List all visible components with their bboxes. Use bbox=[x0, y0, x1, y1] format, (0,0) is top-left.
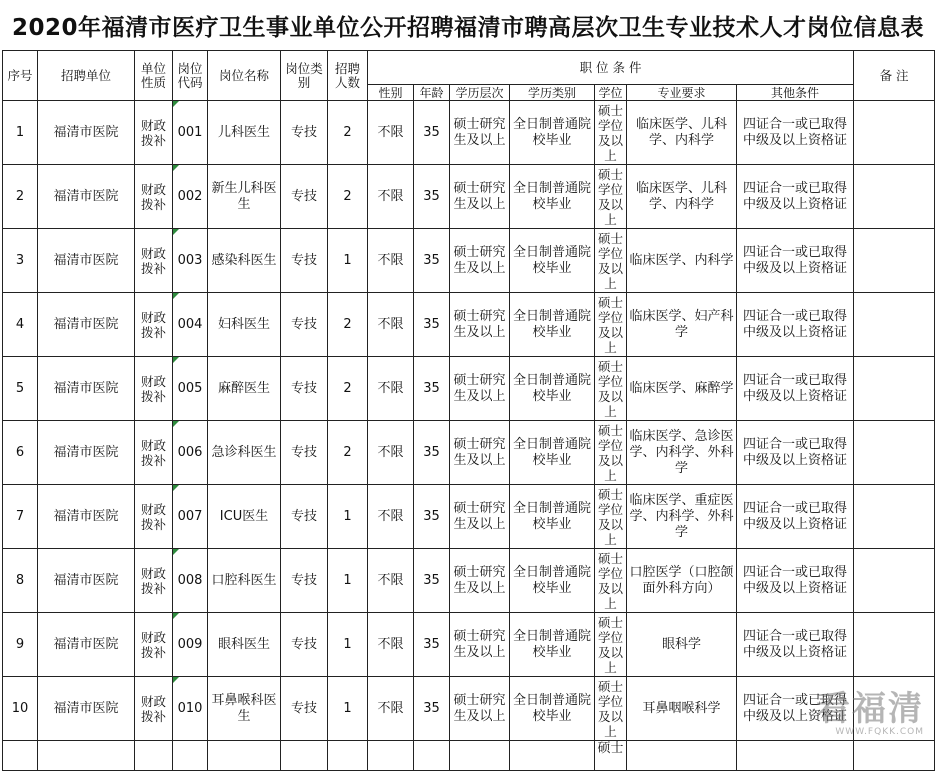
cell-age: 35 bbox=[414, 549, 450, 613]
cell-age: 35 bbox=[414, 357, 450, 421]
cell-major bbox=[627, 741, 737, 771]
cell-age: 35 bbox=[414, 293, 450, 357]
cell-degree: 硕士学位及以上 bbox=[595, 165, 627, 229]
cell-category: 专技 bbox=[281, 549, 328, 613]
cell-major: 临床医学、妇产科学 bbox=[627, 293, 737, 357]
header-age: 年龄 bbox=[414, 85, 450, 101]
cell-category: 专技 bbox=[281, 357, 328, 421]
cell-name: 急诊科医生 bbox=[208, 421, 281, 485]
cell-edu-type: 全日制普通院校毕业 bbox=[510, 421, 595, 485]
cell-nature: 财政拨补 bbox=[135, 421, 173, 485]
cell-age: 35 bbox=[414, 485, 450, 549]
table-row bbox=[3, 677, 935, 741]
cell-name: 麻醉医生 bbox=[208, 357, 281, 421]
cell-major: 临床医学、重症医学、内科学、外科学 bbox=[627, 485, 737, 549]
cell-remark bbox=[854, 293, 935, 357]
cell-gender: 不限 bbox=[368, 485, 414, 549]
header-unit: 招聘单位 bbox=[38, 51, 135, 101]
cell-remark bbox=[854, 613, 935, 677]
cell-gender: 不限 bbox=[368, 293, 414, 357]
cell-edu-level bbox=[450, 741, 510, 771]
cell-edu-level: 硕士研究生及以上 bbox=[450, 485, 510, 549]
cell-nature: 财政拨补 bbox=[135, 357, 173, 421]
cell-gender: 不限 bbox=[368, 229, 414, 293]
cell-name: 感染科医生 bbox=[208, 229, 281, 293]
cell-seq: 7 bbox=[3, 485, 38, 549]
cell-edu-type: 全日制普通院校毕业 bbox=[510, 101, 595, 165]
cell-code: 005 bbox=[173, 357, 208, 421]
cell-code bbox=[173, 741, 208, 771]
header-code: 岗位代码 bbox=[173, 51, 208, 101]
cell-degree: 硕士学位及以上 bbox=[595, 229, 627, 293]
cell-nature bbox=[135, 741, 173, 771]
cell-category: 专技 bbox=[281, 613, 328, 677]
cell-unit bbox=[38, 741, 135, 771]
cell-other: 四证合一或已取得中级及以上资格证 bbox=[737, 485, 854, 549]
cell-age bbox=[414, 741, 450, 771]
cell-degree: 硕士学位及以上 bbox=[595, 485, 627, 549]
page-title: 2020年福清市医疗卫生事业单位公开招聘福清市聘高层次卫生专业技术人才岗位信息表 bbox=[11, 14, 924, 41]
cell-unit: 福清市医院 bbox=[38, 165, 135, 229]
header-name: 岗位名称 bbox=[208, 51, 281, 101]
cell-edu-level: 硕士研究生及以上 bbox=[450, 101, 510, 165]
cell-age: 35 bbox=[414, 421, 450, 485]
header-edu-level: 学历层次 bbox=[450, 85, 510, 101]
cell-count: 1 bbox=[328, 549, 368, 613]
cell-category: 专技 bbox=[281, 229, 328, 293]
cell-count bbox=[328, 741, 368, 771]
cell-unit: 福清市医院 bbox=[38, 677, 135, 741]
positions-table bbox=[2, 50, 935, 771]
cell-name: 儿科医生 bbox=[208, 101, 281, 165]
watermark-logo: 看福清 WWW.FQKK.COM bbox=[816, 689, 924, 737]
cell-gender: 不限 bbox=[368, 613, 414, 677]
cell-nature: 财政拨补 bbox=[135, 677, 173, 741]
cell-count: 2 bbox=[328, 165, 368, 229]
cell-unit: 福清市医院 bbox=[38, 549, 135, 613]
cell-edu-type: 全日制普通院校毕业 bbox=[510, 485, 595, 549]
cell-name: 眼科医生 bbox=[208, 613, 281, 677]
cell-edu-level: 硕士研究生及以上 bbox=[450, 677, 510, 741]
cell-degree: 硕士学位及以上 bbox=[595, 677, 627, 741]
header-major: 专业要求 bbox=[627, 85, 737, 101]
header-other: 其他条件 bbox=[737, 85, 854, 101]
cell-other: 四证合一或已取得中级及以上资格证 bbox=[737, 229, 854, 293]
cell-edu-level: 硕士研究生及以上 bbox=[450, 165, 510, 229]
cell-nature: 财政拨补 bbox=[135, 549, 173, 613]
cell-degree: 硕士学位及以上 bbox=[595, 357, 627, 421]
cell-edu-type: 全日制普通院校毕业 bbox=[510, 293, 595, 357]
cell-unit: 福清市医院 bbox=[38, 101, 135, 165]
cell-edu-level: 硕士研究生及以上 bbox=[450, 421, 510, 485]
cell-count: 2 bbox=[328, 357, 368, 421]
cell-other: 四证合一或已取得中级及以上资格证 bbox=[737, 677, 854, 741]
cell-gender: 不限 bbox=[368, 421, 414, 485]
cell-seq: 6 bbox=[3, 421, 38, 485]
cell-age: 35 bbox=[414, 101, 450, 165]
cell-code: 009 bbox=[173, 613, 208, 677]
table-row bbox=[3, 357, 935, 421]
cell-edu-level: 硕士研究生及以上 bbox=[450, 293, 510, 357]
cell-code: 006 bbox=[173, 421, 208, 485]
cell-name bbox=[208, 741, 281, 771]
cell-age: 35 bbox=[414, 677, 450, 741]
cell-seq: 5 bbox=[3, 357, 38, 421]
cell-count: 1 bbox=[328, 677, 368, 741]
cell-remark bbox=[854, 549, 935, 613]
cell-seq: 1 bbox=[3, 101, 38, 165]
table-row bbox=[3, 293, 935, 357]
table-row bbox=[3, 165, 935, 229]
cell-remark bbox=[854, 165, 935, 229]
cell-name: 新生儿科医生 bbox=[208, 165, 281, 229]
cell-code: 007 bbox=[173, 485, 208, 549]
header-conditions: 职 位 条 件 bbox=[368, 51, 854, 85]
cell-remark bbox=[854, 677, 935, 741]
cell-degree: 硕士学位及以上 bbox=[595, 549, 627, 613]
cell-unit: 福清市医院 bbox=[38, 613, 135, 677]
cell-degree: 硕士学位及以上 bbox=[595, 293, 627, 357]
cell-major: 临床医学、急诊医学、内科学、外科学 bbox=[627, 421, 737, 485]
cell-seq bbox=[3, 741, 38, 771]
cell-nature: 财政拨补 bbox=[135, 165, 173, 229]
cell-degree: 硕士学位及以上 bbox=[595, 613, 627, 677]
cell-other: 四证合一或已取得中级及以上资格证 bbox=[737, 421, 854, 485]
cell-degree: 硕士 bbox=[595, 741, 627, 771]
header-nature: 单位性质 bbox=[135, 51, 173, 101]
table-row bbox=[3, 229, 935, 293]
cell-edu-level: 硕士研究生及以上 bbox=[450, 549, 510, 613]
table-row bbox=[3, 549, 935, 613]
cell-other: 四证合一或已取得中级及以上资格证 bbox=[737, 165, 854, 229]
cell-degree: 硕士学位及以上 bbox=[595, 101, 627, 165]
cell-major: 临床医学、儿科学、内科学 bbox=[627, 101, 737, 165]
cell-major: 临床医学、儿科学、内科学 bbox=[627, 165, 737, 229]
header-seq: 序号 bbox=[3, 51, 38, 101]
cell-code: 001 bbox=[173, 101, 208, 165]
cell-name: ICU医生 bbox=[208, 485, 281, 549]
cell-other bbox=[737, 741, 854, 771]
cell-major: 口腔医学（口腔颌面外科方向） bbox=[627, 549, 737, 613]
cell-edu-level: 硕士研究生及以上 bbox=[450, 357, 510, 421]
cell-name: 口腔科医生 bbox=[208, 549, 281, 613]
cell-seq: 10 bbox=[3, 677, 38, 741]
cell-edu-type: 全日制普通院校毕业 bbox=[510, 165, 595, 229]
header-gender: 性别 bbox=[368, 85, 414, 101]
table-row bbox=[3, 421, 935, 485]
table-row bbox=[3, 101, 935, 165]
header-count: 招聘人数 bbox=[328, 51, 368, 101]
cell-edu-type bbox=[510, 741, 595, 771]
cell-major: 耳鼻咽喉科学 bbox=[627, 677, 737, 741]
cell-unit: 福清市医院 bbox=[38, 357, 135, 421]
cell-seq: 9 bbox=[3, 613, 38, 677]
cell-count: 2 bbox=[328, 293, 368, 357]
cell-count: 2 bbox=[328, 101, 368, 165]
cell-category: 专技 bbox=[281, 165, 328, 229]
cell-gender: 不限 bbox=[368, 165, 414, 229]
cell-remark bbox=[854, 421, 935, 485]
cell-code: 008 bbox=[173, 549, 208, 613]
cell-remark bbox=[854, 357, 935, 421]
cell-remark bbox=[854, 101, 935, 165]
table-row bbox=[3, 485, 935, 549]
cell-seq: 4 bbox=[3, 293, 38, 357]
cell-remark bbox=[854, 229, 935, 293]
cell-other: 四证合一或已取得中级及以上资格证 bbox=[737, 101, 854, 165]
cell-major: 临床医学、麻醉学 bbox=[627, 357, 737, 421]
cell-code: 010 bbox=[173, 677, 208, 741]
table-row-partial bbox=[3, 741, 935, 771]
cell-seq: 2 bbox=[3, 165, 38, 229]
cell-name: 妇科医生 bbox=[208, 293, 281, 357]
cell-other: 四证合一或已取得中级及以上资格证 bbox=[737, 357, 854, 421]
cell-major: 临床医学、内科学 bbox=[627, 229, 737, 293]
cell-nature: 财政拨补 bbox=[135, 229, 173, 293]
cell-age: 35 bbox=[414, 229, 450, 293]
cell-code: 004 bbox=[173, 293, 208, 357]
cell-category bbox=[281, 741, 328, 771]
cell-unit: 福清市医院 bbox=[38, 485, 135, 549]
cell-edu-type: 全日制普通院校毕业 bbox=[510, 229, 595, 293]
cell-gender: 不限 bbox=[368, 101, 414, 165]
cell-gender: 不限 bbox=[368, 677, 414, 741]
cell-seq: 8 bbox=[3, 549, 38, 613]
header-remark: 备 注 bbox=[854, 51, 935, 101]
header-category: 岗位类别 bbox=[281, 51, 328, 101]
header-degree: 学位 bbox=[595, 85, 627, 101]
cell-other: 四证合一或已取得中级及以上资格证 bbox=[737, 613, 854, 677]
cell-category: 专技 bbox=[281, 485, 328, 549]
cell-remark bbox=[854, 485, 935, 549]
cell-code: 003 bbox=[173, 229, 208, 293]
cell-gender bbox=[368, 741, 414, 771]
cell-unit: 福清市医院 bbox=[38, 229, 135, 293]
cell-category: 专技 bbox=[281, 677, 328, 741]
cell-category: 专技 bbox=[281, 421, 328, 485]
cell-edu-level: 硕士研究生及以上 bbox=[450, 229, 510, 293]
cell-edu-type: 全日制普通院校毕业 bbox=[510, 677, 595, 741]
cell-unit: 福清市医院 bbox=[38, 421, 135, 485]
cell-age: 35 bbox=[414, 613, 450, 677]
cell-category: 专技 bbox=[281, 293, 328, 357]
cell-nature: 财政拨补 bbox=[135, 613, 173, 677]
cell-category: 专技 bbox=[281, 101, 328, 165]
cell-gender: 不限 bbox=[368, 357, 414, 421]
header-edu-type: 学历类别 bbox=[510, 85, 595, 101]
cell-nature: 财政拨补 bbox=[135, 101, 173, 165]
cell-remark bbox=[854, 741, 935, 771]
cell-count: 1 bbox=[328, 485, 368, 549]
cell-seq: 3 bbox=[3, 229, 38, 293]
cell-count: 1 bbox=[328, 229, 368, 293]
cell-count: 1 bbox=[328, 613, 368, 677]
cell-code: 002 bbox=[173, 165, 208, 229]
cell-age: 35 bbox=[414, 165, 450, 229]
table-row bbox=[3, 613, 935, 677]
cell-edu-type: 全日制普通院校毕业 bbox=[510, 549, 595, 613]
cell-major: 眼科学 bbox=[627, 613, 737, 677]
cell-other: 四证合一或已取得中级及以上资格证 bbox=[737, 293, 854, 357]
cell-degree: 硕士学位及以上 bbox=[595, 421, 627, 485]
cell-edu-type: 全日制普通院校毕业 bbox=[510, 357, 595, 421]
cell-edu-type: 全日制普通院校毕业 bbox=[510, 613, 595, 677]
cell-edu-level: 硕士研究生及以上 bbox=[450, 613, 510, 677]
cell-name: 耳鼻喉科医生 bbox=[208, 677, 281, 741]
cell-unit: 福清市医院 bbox=[38, 293, 135, 357]
cell-nature: 财政拨补 bbox=[135, 485, 173, 549]
cell-other: 四证合一或已取得中级及以上资格证 bbox=[737, 549, 854, 613]
cell-gender: 不限 bbox=[368, 549, 414, 613]
cell-count: 2 bbox=[328, 421, 368, 485]
cell-nature: 财政拨补 bbox=[135, 293, 173, 357]
